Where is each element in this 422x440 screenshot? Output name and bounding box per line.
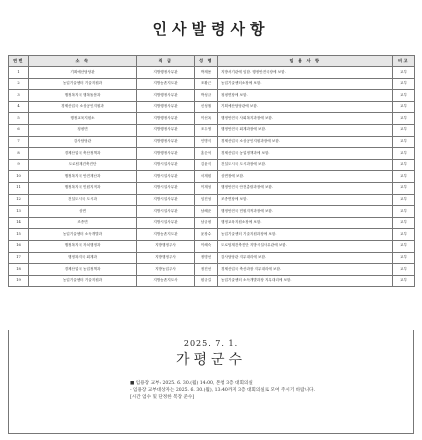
col-remarks-cell: 교부 [393, 101, 415, 113]
col-department-cell: 행정복지국 민원지적과 [29, 182, 137, 194]
col-remarks-cell: 교부 [393, 159, 415, 171]
table-row [9, 252, 415, 264]
col-name-cell: 원규길 [195, 275, 218, 287]
header-col-department: 소 속 [29, 56, 137, 67]
col-number-cell: 18 [9, 264, 29, 276]
table-row [9, 124, 415, 136]
header-col-number: 연번 [9, 56, 29, 67]
appointment-table [8, 55, 415, 287]
table-row [9, 229, 415, 241]
col-name-cell: 박성규 [195, 90, 218, 102]
col-name-cell: 정진선 [195, 264, 218, 276]
col-name-cell: 홍순석 [195, 148, 218, 160]
col-department-cell: 행정교육지원소 [29, 113, 137, 125]
note-line: ■ 임용장 교부: 2025. 6. 30.(월) 14:00, 본청 3층 대회의실 [130, 381, 253, 386]
col-department-cell: 경제산업국 농업정책과 [29, 264, 137, 276]
col-rank-cell: 지방시설사무관 [137, 206, 195, 218]
col-department-cell: 기획예산담당관 [29, 67, 137, 79]
col-rank-cell: 지방시설사무관 [137, 171, 195, 183]
col-remarks-cell: 교부 [393, 136, 415, 148]
col-appointment-cell: 조종면장에 보함. [218, 194, 393, 206]
col-appointment-cell: 경제산업국 소상공인지원과장에 보함. [218, 136, 393, 148]
col-rank-cell: 지방행정사무관 [137, 101, 195, 113]
col-remarks-cell: 교부 [393, 148, 415, 160]
col-rank-cell: 지방행정사무관 [137, 136, 195, 148]
col-number-cell: 8 [9, 148, 29, 160]
col-appointment-cell: 건설도시국 도시과장에 보함. [218, 159, 393, 171]
col-appointment-cell: 농업기술센터 기술지원과장에 보함. [218, 229, 393, 241]
col-appointment-cell: 행정안전국 민원지적과장에 보함. [218, 206, 393, 218]
col-name-cell: 조황근 [195, 78, 218, 90]
col-appointment-cell: 경제산업국 농업정책과에 보함. [218, 148, 393, 160]
table-header-row [9, 56, 415, 67]
col-appointment-cell: 도로팀재건축진단 지방시설사무관에 보함. [218, 240, 393, 252]
table-row [9, 101, 415, 113]
col-rank-cell: 지방농촌지도관 [137, 229, 195, 241]
col-number-cell: 15 [9, 229, 29, 241]
col-rank-cell: 지방행정주사 [137, 240, 195, 252]
col-remarks-cell: 교부 [393, 217, 415, 229]
table-row [9, 113, 415, 125]
col-department-cell: 농업기술센터 소득개발과 [29, 229, 137, 241]
table-row [9, 159, 415, 171]
col-department-cell: 행정복지국 회계과 [29, 252, 137, 264]
col-appointment-cell: 행정안전국 회계과장에 보함. [218, 124, 393, 136]
col-name-cell: 임진성 [195, 194, 218, 206]
col-appointment-cell: 행정안전국 안전총괄과장에 보함. [218, 182, 393, 194]
col-number-cell: 16 [9, 240, 29, 252]
col-remarks-cell: 교부 [393, 229, 415, 241]
col-rank-cell: 지방시설사무관 [137, 159, 195, 171]
col-remarks-cell: 교부 [393, 194, 415, 206]
col-name-cell: 윤창수 [195, 229, 218, 241]
col-number-cell: 2 [9, 78, 29, 90]
col-number-cell: 12 [9, 194, 29, 206]
col-rank-cell: 지방행정사무관 [137, 67, 195, 79]
col-remarks-cell: 교부 [393, 171, 415, 183]
col-department-cell: 경제산업국 소상공인지원과 [29, 101, 137, 113]
col-remarks-cell: 교부 [393, 182, 415, 194]
col-rank-cell: 지방시설사무관 [137, 182, 195, 194]
col-appointment-cell: 기획예산담당관에 보함. [218, 101, 393, 113]
col-number-cell: 4 [9, 101, 29, 113]
col-department-cell: 행정복지국 안전재난과 [29, 171, 137, 183]
col-remarks-cell: 교부 [393, 206, 415, 218]
col-remarks-cell: 교부 [393, 78, 415, 90]
col-number-cell: 1 [9, 67, 29, 79]
table-row [9, 194, 415, 206]
col-name-cell: 이재성 [195, 182, 218, 194]
col-department-cell: 행정복지국 행복돌봄과 [29, 90, 137, 102]
header-col-appointment: 임 용 사 항 [218, 56, 393, 67]
col-department-cell: 도로팀재건축진단 [29, 159, 137, 171]
col-rank-cell: 지방행정사무관 [137, 148, 195, 160]
table-row [9, 275, 415, 287]
col-department-cell: 경제산업국 축산정책과 [29, 148, 137, 160]
col-number-cell: 17 [9, 252, 29, 264]
col-remarks-cell: 교부 [393, 90, 415, 102]
table-row [9, 148, 415, 160]
notes-section [130, 380, 410, 401]
col-appointment-cell: 경제산업국 축산과장 지무대리에 보함. [218, 264, 393, 276]
col-department-cell: 조종면 [29, 217, 137, 229]
header-col-name: 성 명 [195, 56, 218, 67]
document-title: 인사발령사항 [152, 20, 270, 38]
col-department-cell: 상면 [29, 206, 137, 218]
col-remarks-cell: 교부 [393, 252, 415, 264]
col-name-cell: 신성철 [195, 101, 218, 113]
note-line: [시간 엄수 및 단정한 복장 준수] [130, 395, 195, 401]
table-row [9, 78, 415, 90]
col-name-cell: 서재원 [195, 171, 218, 183]
col-appointment-cell: 감사담당관 지무대리에 보함. [218, 252, 393, 264]
col-appointment-cell: 행정안전국 사회복지과장에 보함. [218, 113, 393, 125]
col-number-cell: 13 [9, 206, 29, 218]
header-col-remarks: 비고 [393, 56, 415, 67]
col-number-cell: 14 [9, 217, 29, 229]
col-number-cell: 10 [9, 171, 29, 183]
col-department-cell: 행정복지국 자치행정과 [29, 240, 137, 252]
col-number-cell: 6 [9, 124, 29, 136]
col-name-cell: 이선옥 [195, 113, 218, 125]
table-row [9, 264, 415, 276]
issuing-organization: 가평군수 [175, 352, 247, 368]
table-row [9, 240, 415, 252]
col-department-cell: 건설도시국 도시과 [29, 194, 137, 206]
col-rank-cell: 지방농촌지도관 [137, 78, 195, 90]
col-remarks-cell: 교부 [393, 124, 415, 136]
col-remarks-cell: 교부 [393, 240, 415, 252]
col-rank-cell: 지방행정사무관 [137, 124, 195, 136]
col-appointment-cell: 상면장에 보함. [218, 171, 393, 183]
col-name-cell: 남혜준 [195, 206, 218, 218]
col-name-cell: 조두영 [195, 124, 218, 136]
col-remarks-cell: 교부 [393, 275, 415, 287]
col-department-cell: 감사담당관 [29, 136, 137, 148]
issue-date: 2025. 7. 1. [183, 339, 239, 348]
col-rank-cell: 지방농촌지도사 [137, 275, 195, 287]
col-name-cell: 김윤식 [195, 159, 218, 171]
col-name-cell: 남궁평 [195, 217, 218, 229]
col-appointment-cell: 지방서기관에 임함. 행정안전국장에 보함. [218, 67, 393, 79]
col-rank-cell: 지방행정사무관 [137, 113, 195, 125]
col-rank-cell: 지방시설사무관 [137, 194, 195, 206]
col-remarks-cell: 교부 [393, 67, 415, 79]
table-row [9, 206, 415, 218]
col-name-cell: 이혜숙 [195, 240, 218, 252]
col-rank-cell: 지방농업주사 [137, 264, 195, 276]
col-number-cell: 9 [9, 159, 29, 171]
table-row [9, 182, 415, 194]
col-number-cell: 11 [9, 182, 29, 194]
col-name-cell: 인병식 [195, 136, 218, 148]
col-rank-cell: 지방행정주사 [137, 252, 195, 264]
col-remarks-cell: 교부 [393, 264, 415, 276]
col-appointment-cell: 청평면장에 보함. [218, 90, 393, 102]
col-department-cell: 청평면 [29, 124, 137, 136]
col-name-cell: 정명선 [195, 252, 218, 264]
table-row [9, 217, 415, 229]
col-number-cell: 3 [9, 90, 29, 102]
header-col-rank: 직 급 [137, 56, 195, 67]
col-number-cell: 19 [9, 275, 29, 287]
col-appointment-cell: 농업기술센터소장에 보함. [218, 78, 393, 90]
col-number-cell: 5 [9, 113, 29, 125]
col-name-cell: 박재용 [195, 67, 218, 79]
note-line: - 임용장 교부대상자는 2025. 6. 30.(월), 13:40까지 3층 대회의실로 모여 주시기 바랍니다. [130, 388, 315, 394]
col-number-cell: 7 [9, 136, 29, 148]
table-row [9, 136, 415, 148]
table-row [9, 171, 415, 183]
col-remarks-cell: 교부 [393, 113, 415, 125]
col-department-cell: 농업기술센터 기술지원과 [29, 275, 137, 287]
col-appointment-cell: 농업기술센터 소득개발과장 지무대리에 보함. [218, 275, 393, 287]
col-appointment-cell: 행정교육지원소장에 보함. [218, 217, 393, 229]
col-department-cell: 농업기술센터 기술지원과 [29, 78, 137, 90]
table-row [9, 67, 415, 79]
table-row [9, 90, 415, 102]
col-rank-cell: 지방행정사무관 [137, 90, 195, 102]
col-rank-cell: 지방시설사무관 [137, 217, 195, 229]
